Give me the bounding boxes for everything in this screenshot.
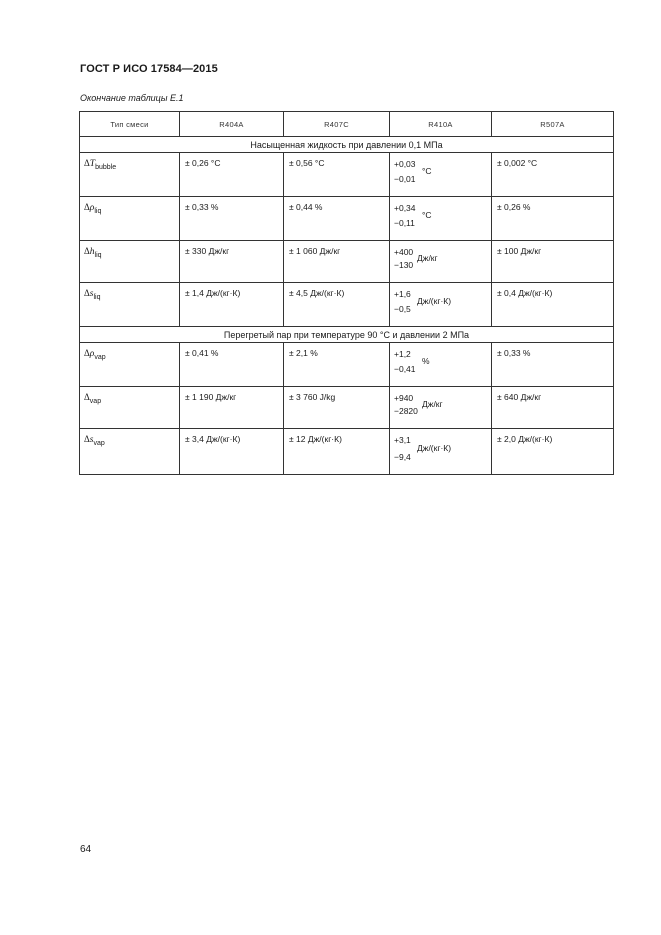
table-row [80,241,614,283]
delta-symbol: Δ [84,246,90,256]
value-r410a [390,153,492,197]
table-header-row [80,112,614,137]
document-header: ГОСТ Р ИСО 17584—2015 [80,63,218,75]
column-header-r407c: R407C [284,112,390,137]
table-row [80,387,614,429]
tolerance-lower: −0,01 [394,174,416,184]
tolerance-lower: −0,41 [394,364,416,374]
value-r507a: ± 0,002 °C [492,153,614,197]
value-r407c: ± 3 760 J/kg [284,387,390,429]
tolerance-lower: −0,11 [394,218,415,228]
value-r507a: ± 0,33 % [492,343,614,387]
parameter-symbol: T [89,159,96,169]
value-r410a [390,197,492,241]
parameter-cell [80,197,180,241]
parameter-symbol: s [89,289,94,299]
tolerance-unit: Дж/кг [422,399,443,409]
value-r507a: ± 100 Дж/кг [492,241,614,283]
tolerance-lower: −9,4 [394,452,411,462]
value-r507a: ± 2,0 Дж/(кг·К) [492,429,614,475]
value-r404a: ± 0,41 % [180,343,284,387]
tolerance-unit: Дж/(кг·К) [417,296,452,306]
value-r404a: ± 1,4 Дж/(кг·К) [180,283,284,327]
value-r410a [390,429,492,475]
parameter-symbol: ρ [89,349,95,359]
column-header-r507a: R507A [492,112,614,137]
page-number: 64 [80,844,92,855]
value-r404a: ± 1 190 Дж/кг [180,387,284,429]
section-row [80,327,614,343]
parameter-subscript: bubble [95,164,117,171]
value-r410a [390,283,492,327]
parameter-subscript: liq [94,208,102,215]
table-row [80,197,614,241]
table-row [80,153,614,197]
value-r404a: ± 330 Дж/кг [180,241,284,283]
parameter-cell [80,153,180,197]
delta-symbol: Δ [84,348,90,358]
parameter-cell [80,241,180,283]
tolerance-upper: +940 [394,393,414,403]
tolerance-upper: +0,03 [394,159,416,169]
table-row [80,343,614,387]
value-r404a: ± 0,33 % [180,197,284,241]
value-r507a: ± 640 Дж/кг [492,387,614,429]
value-r407c: ± 12 Дж/(кг·К) [284,429,390,475]
parameter-subscript: liq [94,252,102,259]
tolerance-unit: % [422,356,430,366]
table-row [80,283,614,327]
parameter-cell [80,429,180,475]
value-r410a [390,343,492,387]
tolerance-unit: °C [422,166,432,176]
delta-symbol: Δ [84,158,90,168]
parameter-subscript: vap [89,398,102,405]
delta-symbol: Δ [84,434,90,444]
tolerance-lower: −0,5 [394,304,411,314]
delta-symbol: Δ [84,288,90,298]
parameter-subscript: liq [93,294,101,301]
tolerance-upper: +0,34 [394,203,416,213]
delta-symbol: Δ [84,392,90,402]
value-r410a [390,387,492,429]
delta-symbol: Δ [84,202,90,212]
value-r404a: ± 3,4 Дж/(кг·К) [180,429,284,475]
tolerance-upper: +400 [394,247,414,257]
tolerance-unit: °C [422,210,432,220]
parameter-symbol: ρ [89,203,95,213]
value-r407c: ± 0,56 °C [284,153,390,197]
parameter-subscript: vap [94,354,106,361]
value-r507a: ± 0,26 % [492,197,614,241]
tolerance-unit: Дж/кг [417,253,438,263]
value-r407c: ± 2,1 % [284,343,390,387]
column-header-r404a: R404A [180,112,284,137]
section-title: Насыщенная жидкость при давлении 0,1 МПа [80,137,614,153]
tolerance-unit: Дж/(кг·К) [417,443,452,453]
section-title: Перегретый пар при температуре 90 °C и давлении 2 МПа [80,327,614,343]
value-r404a: ± 0,26 °C [180,153,284,197]
tolerance-upper: +1,6 [394,289,411,299]
parameter-symbol: s [89,435,94,445]
table-caption: Окончание таблицы Е.1 [80,93,184,103]
value-r407c: ± 1 060 Дж/кг [284,241,390,283]
table-row [80,429,614,475]
tolerance-lower: −130 [394,260,414,270]
column-header-mixture-type: Тип смеси [80,112,180,137]
tolerance-upper: +1,2 [394,349,411,359]
parameter-cell [80,283,180,327]
uncertainty-table [79,111,614,475]
value-r407c: ± 0,44 % [284,197,390,241]
parameter-symbol: h [89,247,95,257]
value-r407c: ± 4,5 Дж/(кг·К) [284,283,390,327]
tolerance-upper: +3,1 [394,435,411,445]
column-header-r410a: R410A [390,112,492,137]
parameter-cell [80,387,180,429]
tolerance-lower: −2820 [394,406,418,416]
value-r410a [390,241,492,283]
parameter-subscript: vap [93,440,105,447]
section-row [80,137,614,153]
parameter-cell [80,343,180,387]
value-r507a: ± 0,4 Дж/(кг·К) [492,283,614,327]
